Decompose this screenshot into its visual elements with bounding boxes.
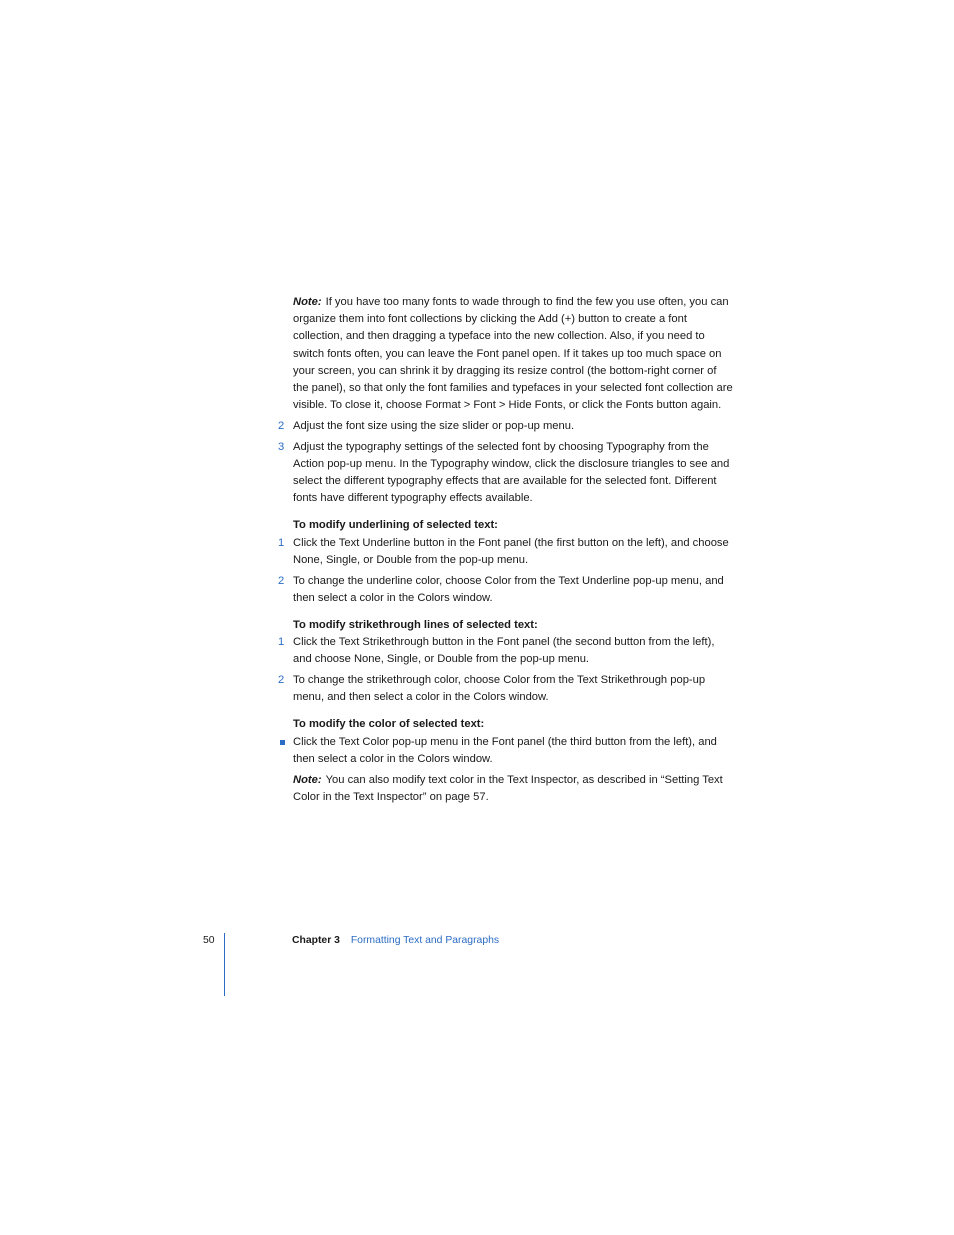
step-number: 2 [278,419,285,432]
chapter-title: Formatting Text and Paragraphs [350,935,500,946]
step-number: 3 [278,440,285,453]
step-number: 2 [278,574,285,587]
square-bullet-icon [280,740,285,745]
note-label: Note: [293,296,322,308]
section-heading-color: To modify the color of selected text: [293,718,485,731]
step-item [278,535,733,569]
note-label: Note: [293,773,322,786]
page-content [278,294,733,809]
note-text: You can also modify text color in the Text Inspector, as described in “Setting Text Color in the Text Inspector” on page 57. [293,773,723,803]
step-text: Click the Text Strikethrough button in the Font panel (the second button from the left), and choose None, Single, or Double from the pop-up menu. [293,636,715,666]
bullet-text: Click the Text Color pop-up menu in the Font panel (the third button from the left), and then select a color in the Colors window. [293,735,717,765]
chapter-label: Chapter 3 [292,935,340,946]
step-number: 2 [278,674,285,687]
step-text: To change the strikethrough color, choose Color from the Text Strikethrough pop-up menu, and then select a color in the Colors window. [293,674,706,704]
step-item [278,418,733,435]
step-text: Adjust the font size using the size slider or pop-up menu. [293,419,575,432]
note-paragraph [293,294,733,414]
bullet-item [293,734,733,768]
step-text: Click the Text Underline button in the Font panel (the first button on the left), and choose None, Single, or Double from the pop-up menu. [293,536,729,566]
page-number: 50 [203,935,215,946]
step-number: 1 [278,536,285,549]
step-item [278,672,733,706]
step-text: To change the underline color, choose Color from the Text Underline pop-up menu, and then select a color in the Colors window. [293,574,724,604]
footer-divider [224,933,225,996]
step-item [278,439,733,508]
step-item [278,573,733,607]
note-paragraph [293,772,733,806]
footer-chapter [292,934,499,947]
step-number: 1 [278,636,285,649]
section-heading-strikethrough: To modify strikethrough lines of selected text: [293,618,538,631]
step-text: Adjust the typography settings of the selected font by choosing Typography from the Action pop-up menu. In the Typography window, click the disclosure triangles to see and select the different typography effects that are available for the selected font. Different fonts have different typography effects available. [293,440,730,505]
step-item [278,634,733,668]
note-text: If you have too many fonts to wade through to find the few you use often, you can organize them into font collections by clicking the Add (+) button to create a font collection, and then dragging a typeface into the new collection. Also, if you need to switch fonts often, you can leave the Font panel open. If it takes up too much space on your screen, you can shrink it by dragging its resize control (the bottom-right corner of the panel), so that only the font families and typefaces in your selected font collection are visible. To close it, choose Format > Font > Hide Fonts, or click the Fonts button again. [293,296,733,412]
section-heading-underline: To modify underlining of selected text: [293,519,498,532]
